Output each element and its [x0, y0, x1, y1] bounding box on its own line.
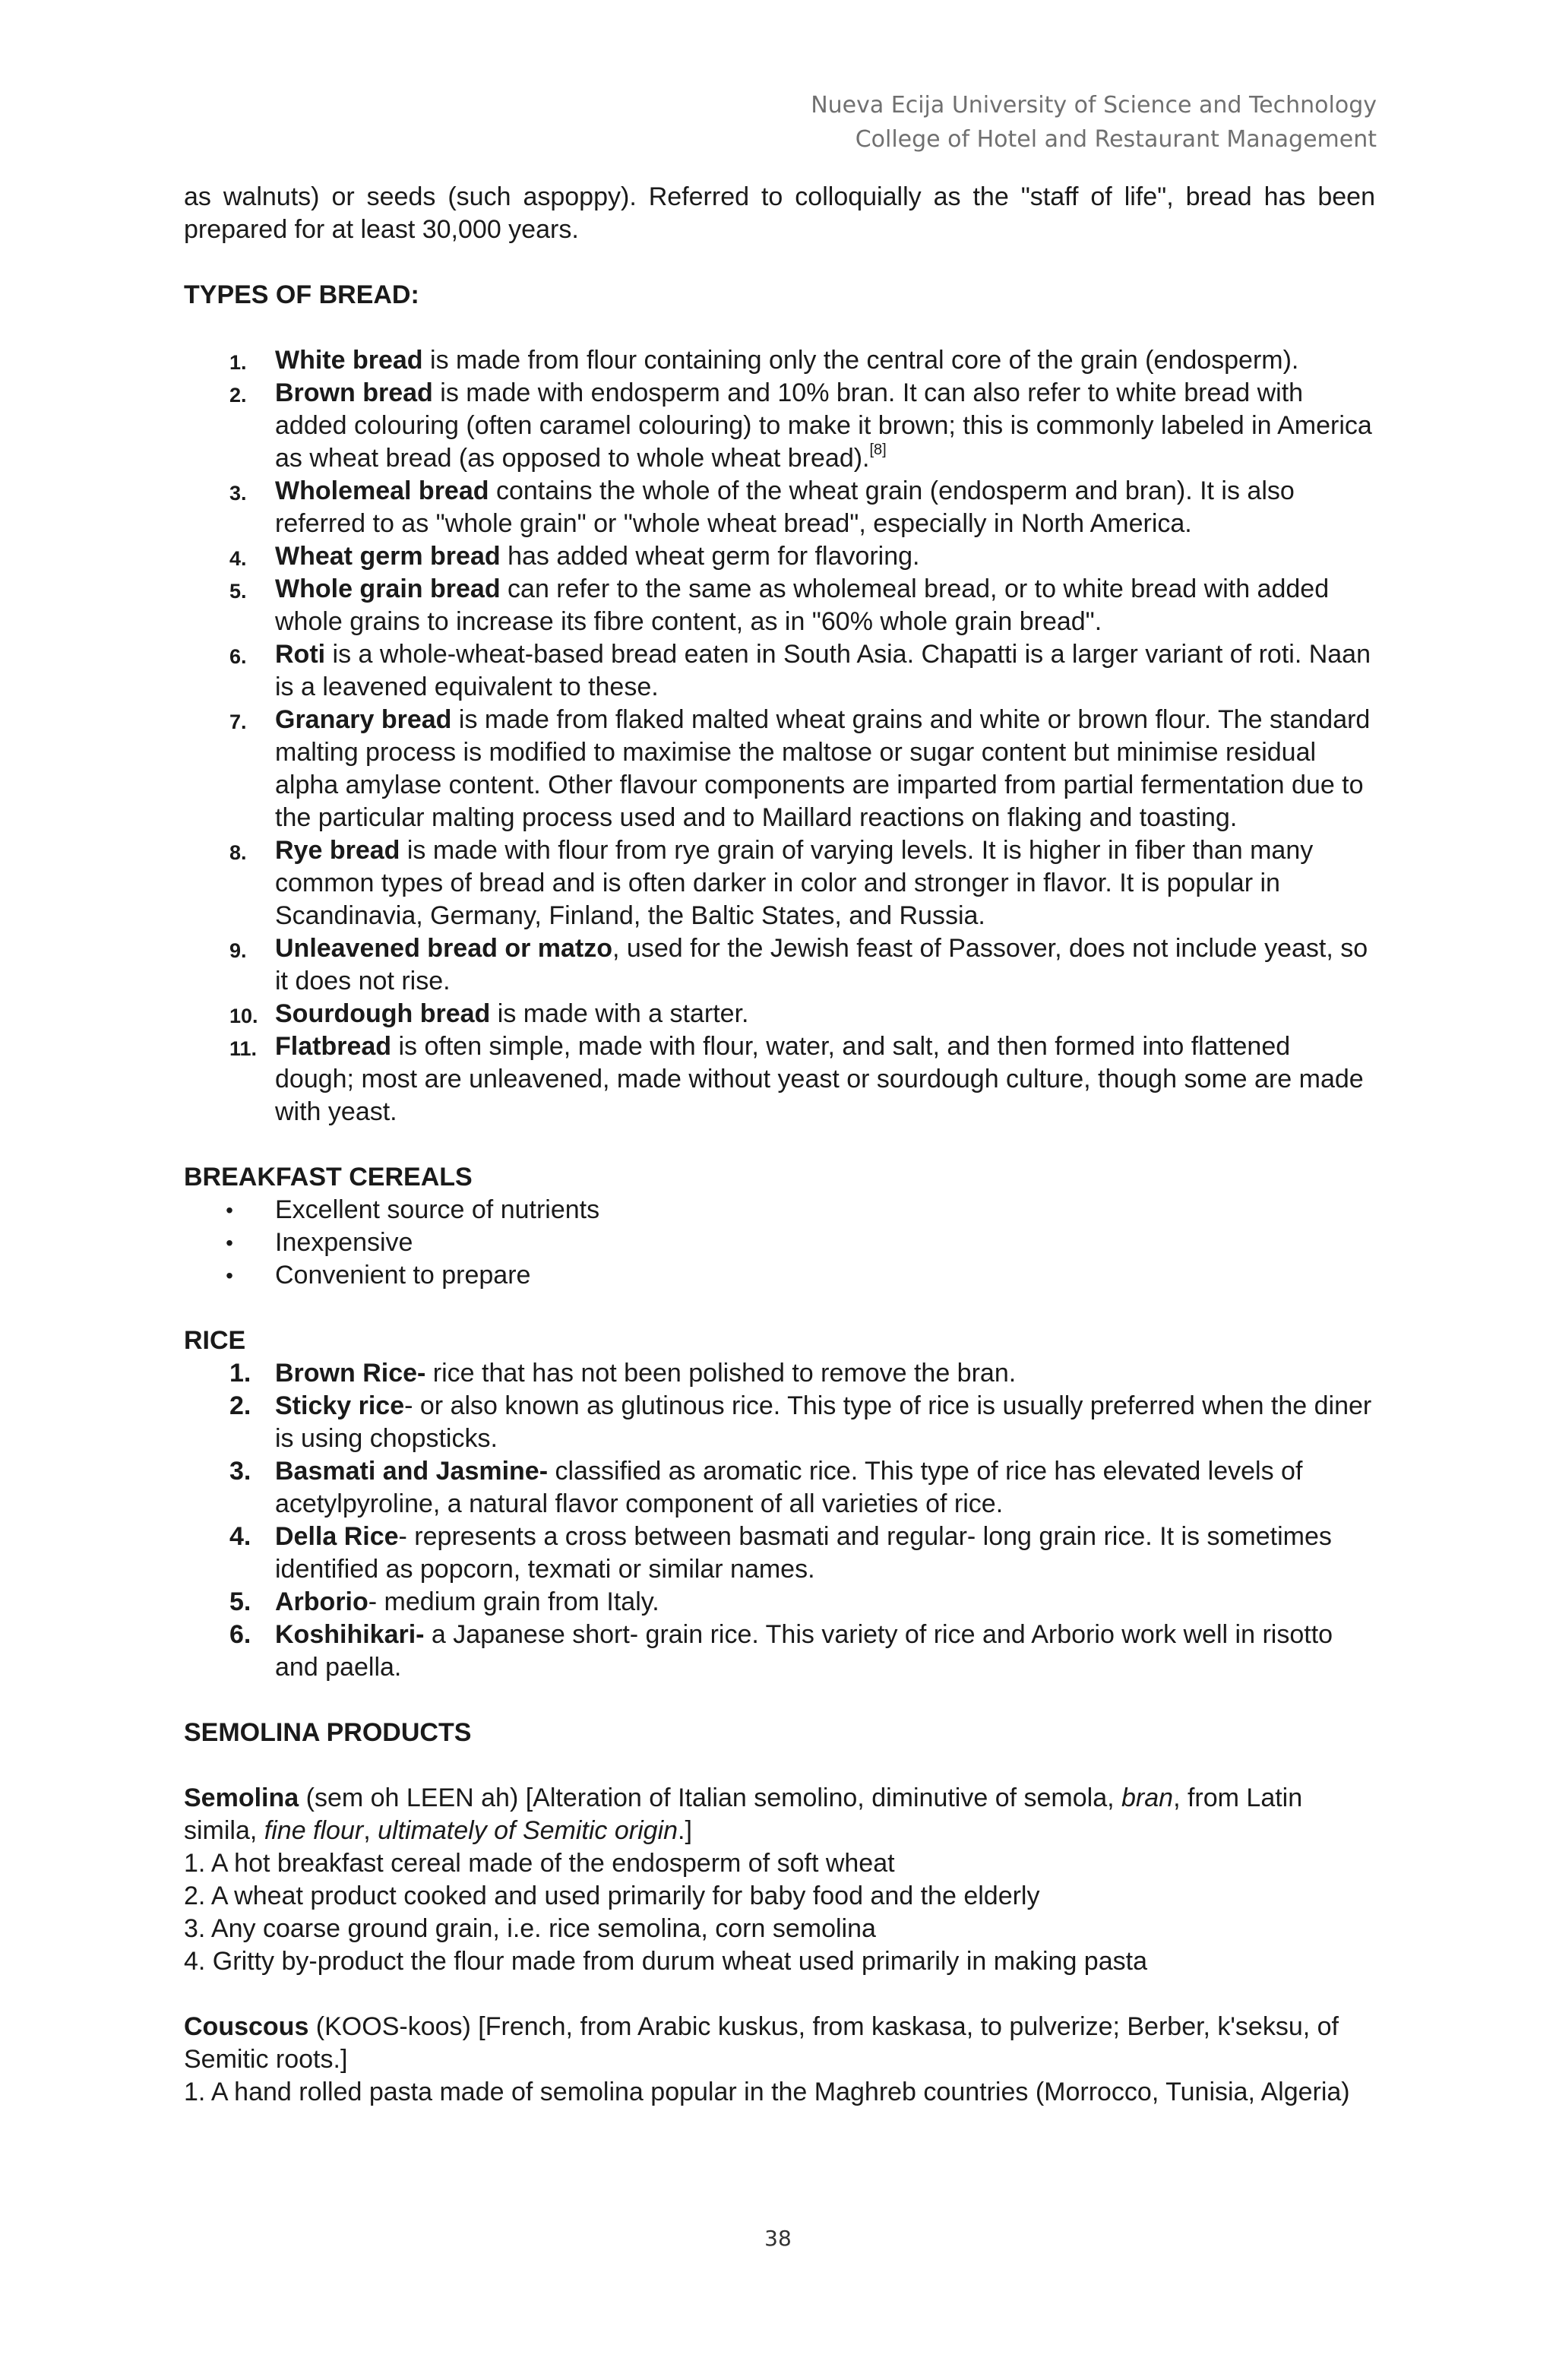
list-item: 3. Basmati and Jasmine- classified as aromatic rice. This type of rice has elevated levels of acetylpyroline, a natural flavor component of all varieties of rice.	[229, 1457, 1303, 1518]
list-item: • Excellent source of nutrients	[184, 1194, 1375, 1226]
item-term: Wholemeal bread	[275, 476, 489, 505]
list-item: 2. Sticky rice- or also known as glutinous rice. This type of rice is usually preferred when the diner is using chopsticks.	[229, 1391, 1372, 1453]
list-item: 5. Arborio- medium grain from Italy.	[229, 1587, 659, 1616]
item-term: Granary bread	[275, 705, 452, 734]
semolina-line: 2. A wheat product cooked and used primarily for baby food and the elderly	[184, 1882, 1040, 1910]
list-item: 10. Sourdough bread is made with a starter.	[229, 999, 749, 1028]
list-item: 7. Granary bread is made from flaked malted wheat grains and white or brown flour. The standard malting process is modified to maximise the maltose or sugar content but minimise residual alpha amylase content. Other flavour components are imparted from partial fermentation due to the particular malting process used and to Maillard reactions on flaking and toasting.	[229, 705, 1371, 832]
rice-list	[184, 1357, 1375, 1684]
types-of-bread-list	[184, 344, 1375, 1128]
list-item: 8. Rye bread is made with flour from rye grain of varying levels. It is higher in fiber than many common types of bread and is often darker in color and stronger in flavor. It is popular in Scandinavia, Germany, Finland, the Baltic States, and Russia.	[229, 836, 1314, 930]
item-term: Roti	[275, 640, 326, 669]
header-college: College of Hotel and Restaurant Management	[855, 126, 1377, 153]
item-term: White bread	[275, 346, 423, 375]
bullet-icon: •	[226, 1231, 233, 1255]
definition-term: Couscous	[184, 2012, 309, 2041]
item-term: Brown Rice-	[275, 1359, 426, 1388]
item-term: Unleavened bread or matzo	[275, 934, 613, 963]
item-term: Brown bread	[275, 378, 433, 407]
item-term: Arborio	[275, 1587, 368, 1616]
item-term: Rye bread	[275, 836, 400, 865]
cereals-list	[184, 1194, 1375, 1292]
item-term: Wheat germ bread	[275, 542, 501, 571]
list-item: 5. Whole grain bread can refer to the same as wholemeal bread, or to white bread with added whole grains to increase its fibre content, as in "60% whole grain bread".	[229, 574, 1330, 636]
bullet-icon: •	[226, 1198, 233, 1222]
definition-term: Semolina	[184, 1783, 299, 1812]
list-item: 4. Della Rice- represents a cross between basmati and regular- long grain rice. It is sometimes identified as popcorn, texmati or similar names.	[229, 1522, 1332, 1584]
list-item: 6. Roti is a whole-wheat-based bread eaten in South Asia. Chapatti is a larger variant of roti. Naan is a leavened equivalent to these.	[229, 640, 1371, 701]
item-term: Flatbread	[275, 1032, 392, 1061]
list-item: 9. Unleavened bread or matzo, used for the Jewish feast of Passover, does not include yeast, so it does not rise.	[229, 934, 1368, 995]
types-heading: TYPES OF BREAD:	[184, 280, 419, 309]
page-content	[184, 181, 1375, 2109]
list-item: 1. Brown Rice- rice that has not been polished to remove the bran.	[229, 1359, 1017, 1388]
semolina-definition: Semolina (sem oh LEEN ah) [Alteration of Italian semolino, diminutive of semola, bran, from Latin simila, fine flour, ultimately of Semitic origin.]	[184, 1783, 1303, 1845]
item-term: Della Rice	[275, 1522, 399, 1551]
list-item: • Convenient to prepare	[184, 1259, 1375, 1292]
list-item: 6. Koshihikari- a Japanese short- grain rice. This variety of rice and Arborio work well in risotto and paella.	[229, 1620, 1333, 1682]
couscous-line: 1. A hand rolled pasta made of semolina popular in the Maghreb countries (Morrocco, Tunisia, Algeria)	[184, 2078, 1350, 2106]
couscous-definition: Couscous (KOOS-koos) [French, from Arabic kuskus, from kaskasa, to pulverize; Berber, k'seksu, of Semitic roots.]	[184, 2012, 1339, 2074]
list-item: 1. White bread is made from flour containing only the central core of the grain (endosperm).	[229, 346, 1299, 375]
item-term: Sticky rice	[275, 1391, 405, 1420]
semolina-line: 3. Any coarse ground grain, i.e. rice semolina, corn semolina	[184, 1914, 876, 1943]
list-item: 11. Flatbread is often simple, made with flour, water, and salt, and then formed into flattened dough; most are unleavened, made without yeast or sourdough culture, though some are made with yeast.	[229, 1032, 1364, 1126]
semolina-line: 1. A hot breakfast cereal made of the endosperm of soft wheat	[184, 1849, 895, 1878]
bullet-icon: •	[226, 1264, 233, 1287]
list-item: 4. Wheat germ bread has added wheat germ for flavoring.	[229, 542, 920, 571]
footnote-reference: [8]	[869, 441, 887, 458]
semolina-heading: SEMOLINA PRODUCTS	[184, 1718, 472, 1747]
item-term: Koshihikari-	[275, 1620, 425, 1649]
item-term: Basmati and Jasmine-	[275, 1457, 549, 1486]
list-item: 2. Brown bread is made with endosperm and 10% bran. It can also refer to white bread with added colouring (often caramel colouring) to make it brown; this is commonly labeled in America as wheat bread (as opposed to whole wheat bread).[8]	[229, 378, 1372, 473]
semolina-line: 4. Gritty by-product the flour made from durum wheat used primarily in making pasta	[184, 1947, 1147, 1976]
intro-paragraph: as walnuts) or seeds (such aspoppy). Referred to colloquially as the "staff of life", bread has been prepared for at least 30,000 years.	[184, 182, 1375, 244]
list-item: • Inexpensive	[184, 1226, 1375, 1259]
item-term: Whole grain bread	[275, 574, 501, 603]
cereals-heading: BREAKFAST CEREALS	[184, 1163, 473, 1192]
list-item: 3. Wholemeal bread contains the whole of the wheat grain (endosperm and bran). It is also referred to as "whole grain" or "whole wheat bread", especially in North America.	[229, 476, 1295, 538]
page-header	[811, 88, 1377, 157]
rice-heading: RICE	[184, 1326, 246, 1355]
page-number: 38	[764, 2226, 792, 2251]
header-university: Nueva Ecija University of Science and Technology	[811, 92, 1377, 119]
item-term: Sourdough bread	[275, 999, 491, 1028]
